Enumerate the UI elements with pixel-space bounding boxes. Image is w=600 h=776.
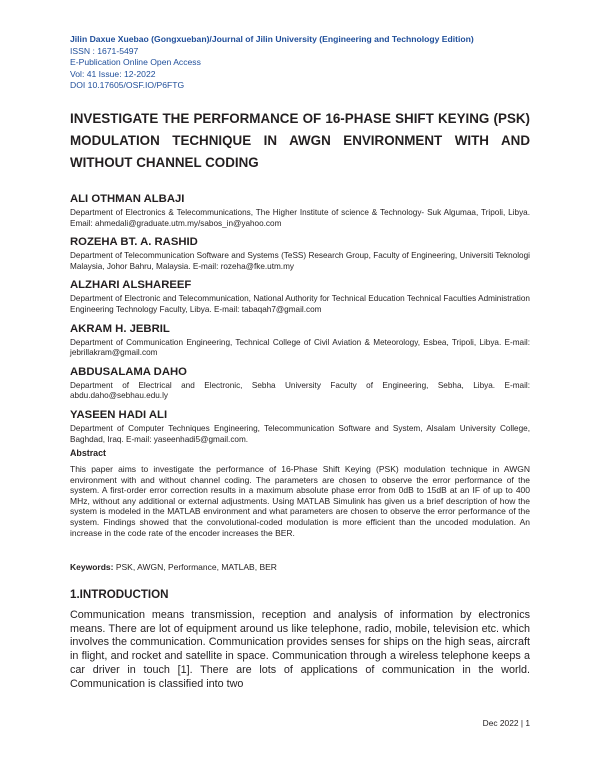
author-name: ALI OTHMAN ALBAJI (70, 193, 185, 205)
page-footer: Dec 2022 | 1 (482, 718, 530, 728)
introduction-section (70, 588, 530, 691)
author-affiliation: Department of Communication Engineering, Technical College of Civil Aviation & Meteorology, Esbea, Tripoli, Libya. E-mail: jebrillakram@gmail.com (70, 337, 530, 358)
author-block (70, 365, 530, 402)
paper-title: INVESTIGATE THE PERFORMANCE OF 16-PHASE SHIFT KEYING (PSK) MODULATION TECHNIQUE IN AWGN ENVIRONMENT WITH AND WITHOUT CHANNEL CODING (70, 111, 530, 170)
section-heading: 1.INTRODUCTION (70, 588, 169, 601)
author-list (70, 192, 530, 445)
keywords-label: Keywords: (70, 562, 114, 572)
abstract-heading: Abstract (70, 448, 107, 458)
author-block (70, 235, 530, 272)
abstract-section (70, 448, 530, 538)
author-block (70, 278, 530, 315)
author-block (70, 322, 530, 359)
keywords-line (70, 562, 530, 573)
author-affiliation: Department of Electronic and Telecommunication, National Authority for Technical Education Technical Faculties Administration Engineering Technology Faculty, Libya. E-mail: tabaqah7@gmail.com (70, 294, 530, 314)
introduction-body: Communication means transmission, reception and analysis of information by electronics means. There are lot of equipment around us like telephone, radio, mobile, television etc. which involves the communication. Communication provides senses for ships on the high seas, aircraft in flight, and rocket and satellite in space. Communication through a wireless telephone keeps a car driver in touch [1]. There are lots of applications of communication in the world. Communication is classified into two (70, 609, 530, 690)
author-name: ROZEHA BT. A. RASHID (70, 236, 198, 249)
keywords-text: PSK, AWGN, Performance, MATLAB, BER (115, 562, 277, 572)
journal-title: Jilin Daxue Xuebao (Gongxueban)/Journal of Jilin University (Engineering and Technology Edition) (70, 34, 474, 44)
author-affiliation: Department of Electronics & Telecommunications, The Higher Institute of science & Technology- Suk Algumaa, Tripoli, Libya. Email: ahmedali@graduate.utm.my/sabos_in@yahoo.com (70, 208, 530, 228)
author-name: AKRAM H. JEBRIL (70, 322, 170, 335)
author-affiliation: Department of Telecommunication Software and Systems (TeSS) Research Group, Faculty of Engineering, Universiti Teknologi Malaysia, Johor Bahru, Malaysia. E-mail: rozeha@fke.utm.my (70, 251, 530, 271)
journal-doi: DOI 10.17605/OSF.IO/P6FTG (70, 80, 185, 91)
author-affiliation: Department of Computer Techniques Engineering, Telecommunication Software and System, Alsalam University College, Baghdad, Iraq. E-mail: yaseenhadi5@gmail.com. (70, 423, 530, 444)
author-block (70, 408, 530, 445)
author-affiliation: Department of Electrical and Electronic, Sebha University Faculty of Engineering, Sebha, Libya. E-mail: abdu.daho@sebhau.edu.ly (70, 380, 530, 401)
author-name: YASEEN HADI ALI (70, 408, 168, 421)
author-name: ALZHARI ALSHAREEF (70, 279, 192, 292)
author-block (70, 192, 530, 229)
journal-publication: E-Publication Online Open Access (70, 57, 201, 68)
journal-header (70, 34, 540, 92)
journal-volume: Vol: 41 Issue: 12-2022 (70, 68, 156, 79)
journal-issn: ISSN : 1671-5497 (70, 45, 139, 56)
abstract-body: This paper aims to investigate the performance of 16-Phase Shift Keying (PSK) modulation technique in AWGN environment with and without channel coding. The parameters are chosen to observe the error performance of the system. A first-order error correction results in a maximum absolute phase error from 0dB to 15dB at an IF of up to 400 MHz, without any additional or external adjustments. Using MATLAB Simulink has given us a brief description of how the system is modeled in the MATLAB environment and what parameters are chosen to observe the error performance of the system. Findings showed that the convolutional-coded modulation is more efficient than the uncoded modulation. An increase in the code rate of the encoder increases the BER. (70, 464, 530, 538)
author-name: ABDUSALAMA DAHO (70, 365, 187, 378)
